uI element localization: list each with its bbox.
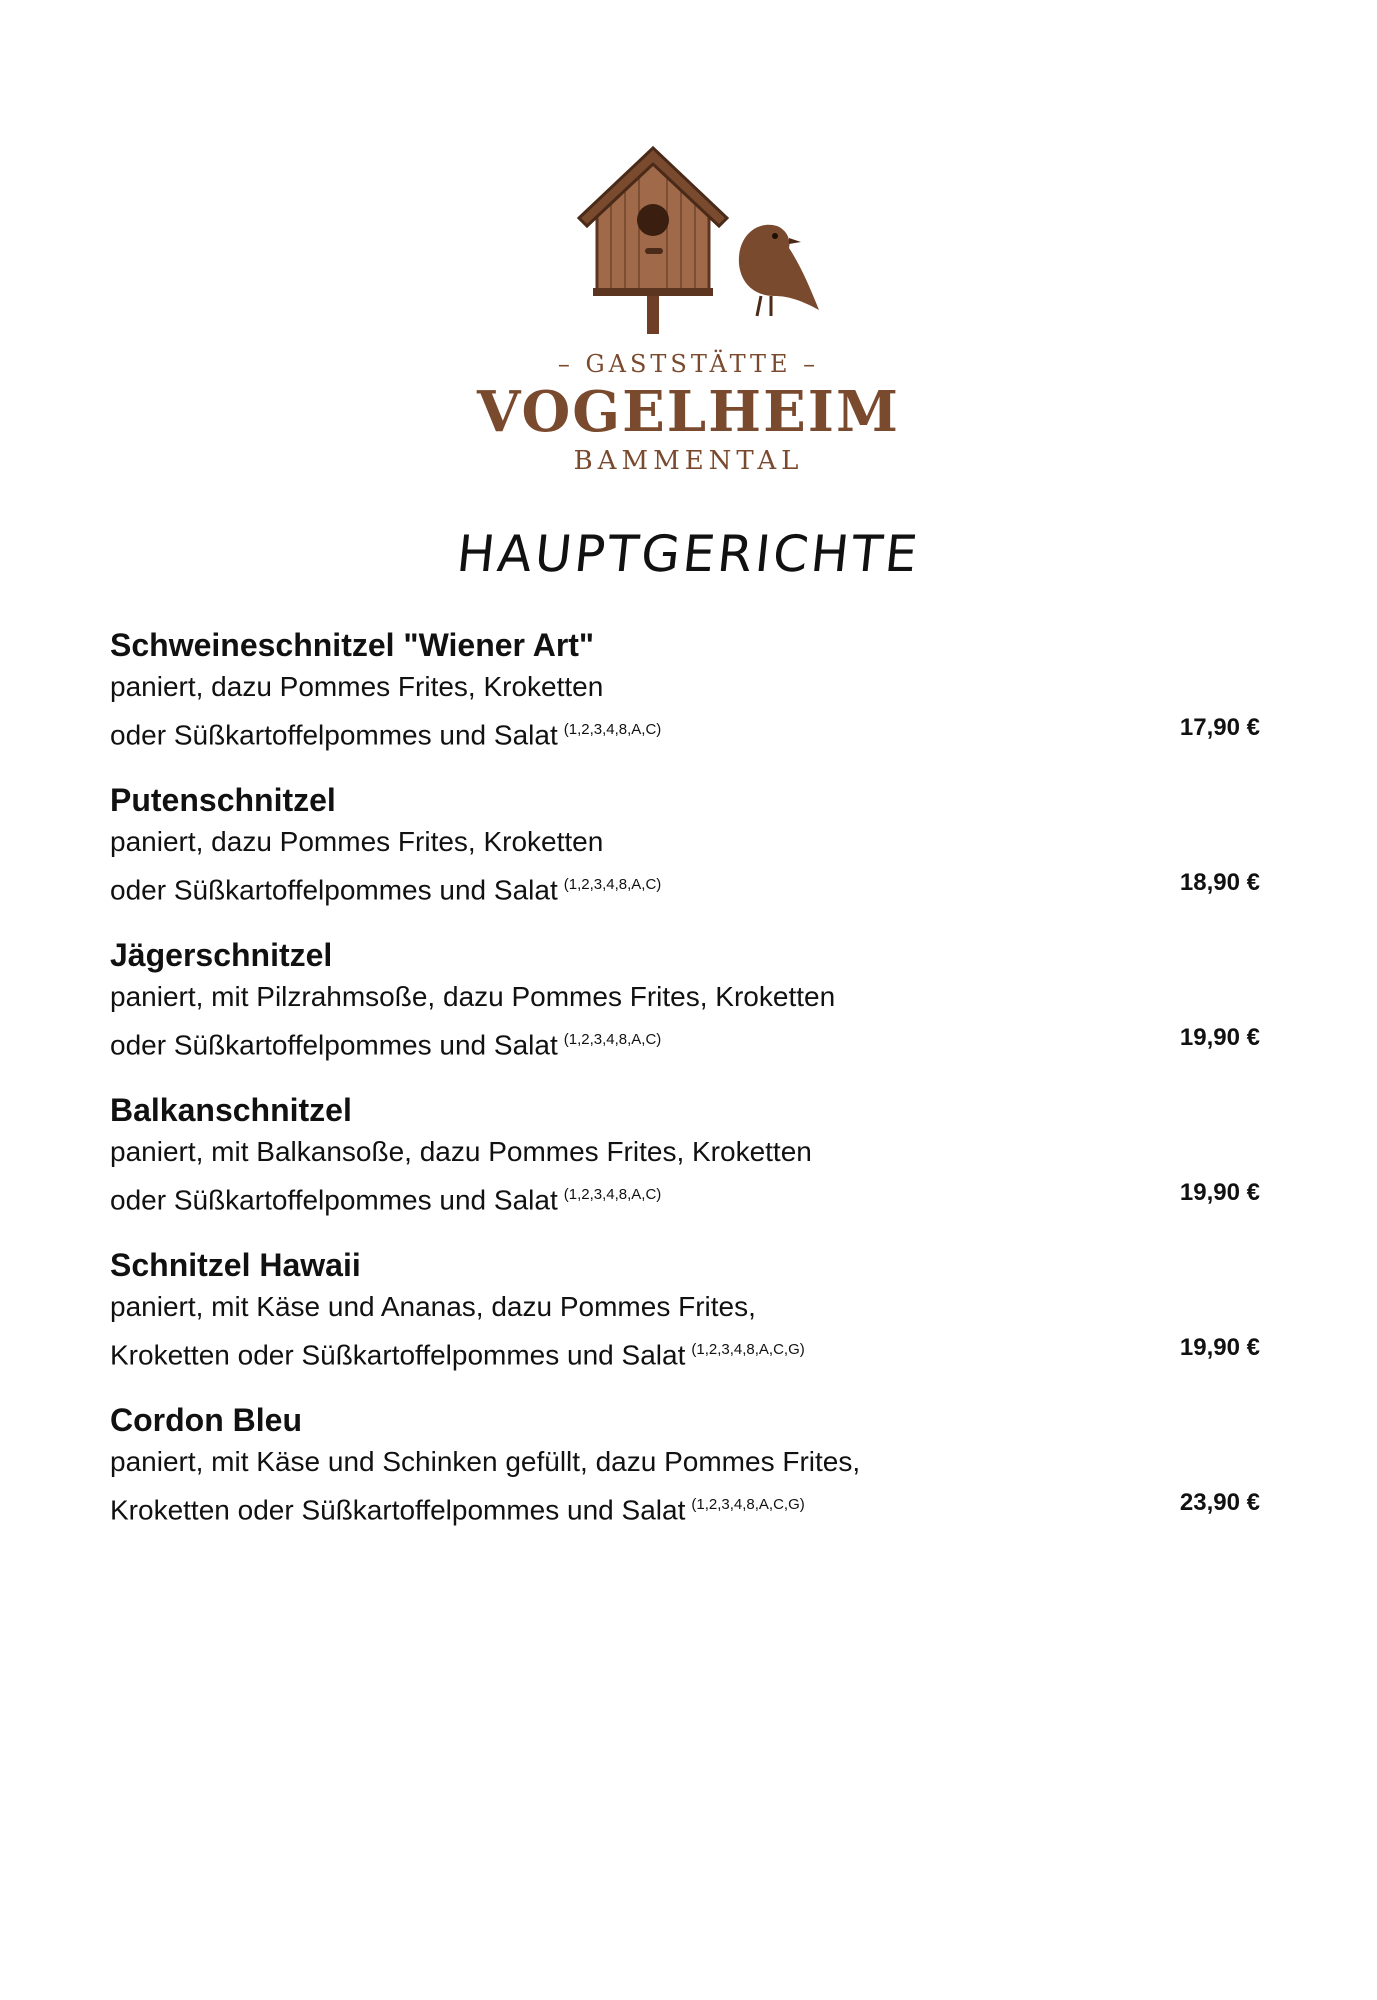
item-price: 19,90 € [1179,1024,1260,1051]
item-name: Balkanschnitzel [110,1092,352,1128]
item-price: 23,90 € [1179,1489,1260,1516]
logo-town: BAMMENTAL [573,446,804,476]
item-price: 17,90 € [1179,714,1260,741]
item-name: Cordon Bleu [110,1402,302,1438]
menu-item [110,1245,1260,1400]
section-title: HAUPTGERICHTE [454,525,923,583]
allergen-codes: (1,2,3,4,8,A,C) [563,1186,662,1203]
logo [0,140,1377,476]
allergen-codes: (1,2,3,4,8,A,C,G) [691,1496,805,1513]
birdhouse-logo-icon [549,140,829,340]
item-description: paniert, dazu Pommes Frites, Kroketten oder Süßkartoffelpommes und Salat $^{(1,2,3,4,8,A,C)}$ [110,826,662,906]
item-name: Schnitzel Hawaii [110,1247,361,1283]
item-description: paniert, mit Käse und Schinken gefüllt, dazu Pommes Frites, Kroketten oder Süßkartoffelpommes und Salat $^{(1,2,3,4,8,A,C,G)}$ [110,1446,861,1526]
item-description: paniert, mit Balkansoße, dazu Pommes Frites, Kroketten oder Süßkartoffelpommes und Salat $^{(1,2,3,4,8,A,C)}$ [110,1136,812,1216]
item-price: 19,90 € [1179,1334,1260,1361]
menu-item [110,935,1260,1090]
allergen-codes: (1,2,3,4,8,A,C) [563,721,662,738]
item-price: 18,90 € [1179,869,1260,896]
menu-item [110,780,1260,935]
allergen-codes: (1,2,3,4,8,A,C) [563,1031,662,1048]
item-name: Jägerschnitzel [110,937,333,973]
logo-subtitle: – GASTSTÄTTE – [557,350,820,378]
item-name: Putenschnitzel [110,782,336,818]
item-description: paniert, mit Pilzrahmsoße, dazu Pommes Frites, Kroketten oder Süßkartoffelpommes und Salat $^{(1,2,3,4,8,A,C)}$ [110,981,836,1061]
menu-list [110,625,1260,1555]
menu-item [110,1090,1260,1245]
item-description: paniert, dazu Pommes Frites, Kroketten oder Süßkartoffelpommes und Salat $^{(1,2,3,4,8,A,C)}$ [110,671,662,751]
allergen-codes: (1,2,3,4,8,A,C,G) [691,1341,805,1358]
item-description: paniert, mit Käse und Ananas, dazu Pommes Frites, Kroketten oder Süßkartoffelpommes und Salat $^{(1,2,3,4,8,A,C,G)}$ [110,1291,805,1371]
logo-name: VOGELHEIM [477,379,900,445]
item-price: 19,90 € [1179,1179,1260,1206]
menu-item [110,625,1260,780]
item-name: Schweineschnitzel "Wiener Art" [110,627,595,663]
menu-item [110,1400,1260,1555]
allergen-codes: (1,2,3,4,8,A,C) [563,876,662,893]
